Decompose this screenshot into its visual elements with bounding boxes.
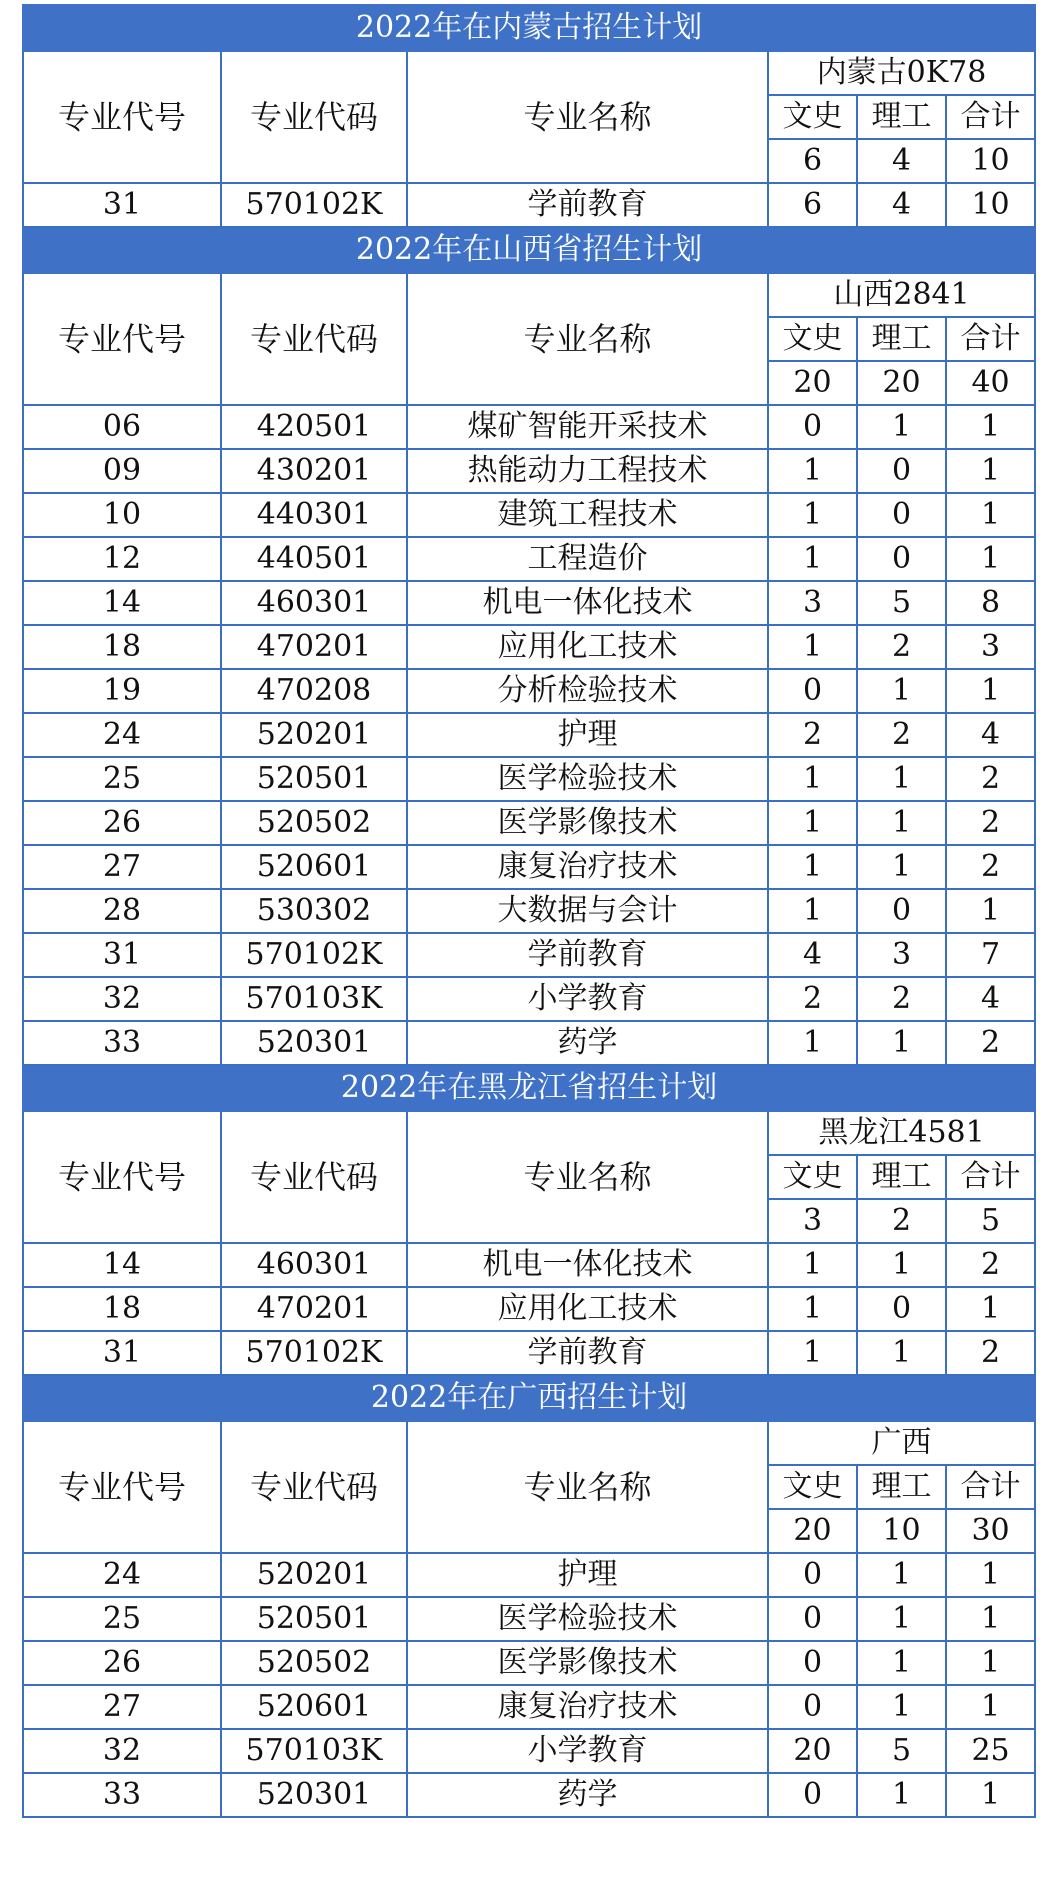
arts-count-cell: 1 [768,625,857,669]
section-title-row [23,5,1035,51]
header-dept-no: 专业代号 [23,1421,221,1553]
header-arts: 文史 [768,317,857,361]
major-code-cell: 570102K [221,933,407,977]
science-count-cell: 2 [857,625,946,669]
dept-no-cell: 09 [23,449,221,493]
science-count-cell: 1 [857,1685,946,1729]
major-code-cell: 470201 [221,1287,407,1331]
total-count-cell: 25 [946,1729,1035,1773]
major-code-cell: 520601 [221,845,407,889]
header-arts: 文史 [768,95,857,139]
dept-no-cell: 24 [23,1553,221,1597]
total-count-cell: 1 [946,1287,1035,1331]
dept-no-cell: 06 [23,405,221,449]
arts-count-cell: 1 [768,757,857,801]
total-total: 30 [946,1509,1035,1553]
dept-no-cell: 31 [23,1331,221,1375]
major-code-cell: 430201 [221,449,407,493]
dept-no-cell: 25 [23,757,221,801]
major-name-cell: 机电一体化技术 [407,581,768,625]
header-science: 理工 [857,317,946,361]
arts-count-cell: 4 [768,933,857,977]
dept-no-cell: 12 [23,537,221,581]
arts-count-cell: 0 [768,669,857,713]
enrollment-plan-sheet [22,4,1034,1818]
total-count-cell: 1 [946,889,1035,933]
major-name-cell: 医学影像技术 [407,1641,768,1685]
table-row [23,713,1035,757]
major-code-cell: 420501 [221,405,407,449]
arts-count-cell: 1 [768,889,857,933]
total-count-cell: 1 [946,1773,1035,1817]
major-code-cell: 520501 [221,757,407,801]
major-name-cell: 应用化工技术 [407,625,768,669]
science-count-cell: 2 [857,713,946,757]
header-dept-no: 专业代号 [23,1111,221,1243]
major-code-cell: 520301 [221,1773,407,1817]
dept-no-cell: 27 [23,845,221,889]
header-row [23,51,1035,95]
header-arts: 文史 [768,1465,857,1509]
header-row [23,1111,1035,1155]
major-code-cell: 440501 [221,537,407,581]
major-name-cell: 医学检验技术 [407,1597,768,1641]
total-science: 4 [857,139,946,183]
table-row [23,1597,1035,1641]
table-row [23,933,1035,977]
table-row [23,405,1035,449]
major-code-cell: 460301 [221,581,407,625]
table-row [23,1243,1035,1287]
total-arts: 3 [768,1199,857,1243]
table-row [23,625,1035,669]
science-count-cell: 0 [857,449,946,493]
total-count-cell: 1 [946,1597,1035,1641]
major-name-cell: 应用化工技术 [407,1287,768,1331]
table-row [23,845,1035,889]
header-major-name: 专业名称 [407,1111,768,1243]
header-major-name: 专业名称 [407,1421,768,1553]
science-count-cell: 1 [857,405,946,449]
major-code-cell: 470208 [221,669,407,713]
dept-no-cell: 32 [23,1729,221,1773]
science-count-cell: 1 [857,801,946,845]
major-name-cell: 工程造价 [407,537,768,581]
table-row [23,183,1035,227]
major-name-cell: 煤矿智能开采技术 [407,405,768,449]
major-code-cell: 520201 [221,1553,407,1597]
major-code-cell: 570103K [221,977,407,1021]
major-name-cell: 机电一体化技术 [407,1243,768,1287]
section-title: 2022年在黑龙江省招生计划 [23,1065,1035,1111]
major-name-cell: 医学影像技术 [407,801,768,845]
arts-count-cell: 2 [768,977,857,1021]
major-name-cell: 康复治疗技术 [407,845,768,889]
enrollment-plan-table [22,4,1036,1818]
total-count-cell: 1 [946,1553,1035,1597]
science-count-cell: 0 [857,1287,946,1331]
dept-no-cell: 18 [23,625,221,669]
header-science: 理工 [857,95,946,139]
header-science: 理工 [857,1155,946,1199]
dept-no-cell: 33 [23,1021,221,1065]
arts-count-cell: 1 [768,1243,857,1287]
major-code-cell: 520201 [221,713,407,757]
arts-count-cell: 1 [768,801,857,845]
arts-count-cell: 6 [768,183,857,227]
science-count-cell: 1 [857,845,946,889]
science-count-cell: 4 [857,183,946,227]
table-row [23,581,1035,625]
arts-count-cell: 1 [768,1331,857,1375]
major-code-cell: 520601 [221,1685,407,1729]
table-row [23,1287,1035,1331]
dept-no-cell: 18 [23,1287,221,1331]
arts-count-cell: 1 [768,1021,857,1065]
total-science: 10 [857,1509,946,1553]
dept-no-cell: 24 [23,713,221,757]
table-row [23,537,1035,581]
science-count-cell: 1 [857,757,946,801]
major-code-cell: 570103K [221,1729,407,1773]
table-row [23,1773,1035,1817]
dept-no-cell: 27 [23,1685,221,1729]
major-name-cell: 小学教育 [407,977,768,1021]
major-code-cell: 520502 [221,1641,407,1685]
dept-no-cell: 10 [23,493,221,537]
header-major-code: 专业代码 [221,51,407,183]
dept-no-cell: 25 [23,1597,221,1641]
total-count-cell: 10 [946,183,1035,227]
dept-no-cell: 14 [23,581,221,625]
science-count-cell: 1 [857,1641,946,1685]
total-count-cell: 7 [946,933,1035,977]
science-count-cell: 1 [857,1331,946,1375]
region-code-header: 广西 [768,1421,1035,1465]
table-row [23,889,1035,933]
region-code-header: 黑龙江4581 [768,1111,1035,1155]
header-total: 合计 [946,1465,1035,1509]
table-row [23,1553,1035,1597]
major-code-cell: 520501 [221,1597,407,1641]
arts-count-cell: 0 [768,1773,857,1817]
arts-count-cell: 1 [768,537,857,581]
header-major-code: 专业代码 [221,1421,407,1553]
dept-no-cell: 19 [23,669,221,713]
total-count-cell: 4 [946,977,1035,1021]
science-count-cell: 1 [857,1773,946,1817]
dept-no-cell: 26 [23,1641,221,1685]
header-total: 合计 [946,95,1035,139]
header-total: 合计 [946,1155,1035,1199]
science-count-cell: 1 [857,669,946,713]
arts-count-cell: 0 [768,405,857,449]
major-name-cell: 分析检验技术 [407,669,768,713]
major-code-cell: 530302 [221,889,407,933]
arts-count-cell: 20 [768,1729,857,1773]
total-arts: 20 [768,1509,857,1553]
science-count-cell: 5 [857,1729,946,1773]
major-name-cell: 热能动力工程技术 [407,449,768,493]
total-science: 20 [857,361,946,405]
science-count-cell: 5 [857,581,946,625]
major-name-cell: 学前教育 [407,933,768,977]
major-name-cell: 药学 [407,1773,768,1817]
total-count-cell: 2 [946,801,1035,845]
total-count-cell: 2 [946,1331,1035,1375]
arts-count-cell: 1 [768,845,857,889]
total-total: 5 [946,1199,1035,1243]
major-name-cell: 大数据与会计 [407,889,768,933]
dept-no-cell: 33 [23,1773,221,1817]
total-arts: 20 [768,361,857,405]
table-row [23,1641,1035,1685]
arts-count-cell: 0 [768,1597,857,1641]
total-count-cell: 1 [946,405,1035,449]
major-code-cell: 440301 [221,493,407,537]
region-code-header: 内蒙古0K78 [768,51,1035,95]
major-name-cell: 护理 [407,713,768,757]
science-count-cell: 1 [857,1243,946,1287]
total-count-cell: 3 [946,625,1035,669]
arts-count-cell: 1 [768,493,857,537]
major-code-cell: 470201 [221,625,407,669]
table-row [23,1331,1035,1375]
major-code-cell: 570102K [221,1331,407,1375]
table-row [23,1685,1035,1729]
table-row [23,493,1035,537]
science-count-cell: 1 [857,1553,946,1597]
header-science: 理工 [857,1465,946,1509]
table-row [23,801,1035,845]
arts-count-cell: 3 [768,581,857,625]
header-total: 合计 [946,317,1035,361]
science-count-cell: 1 [857,1597,946,1641]
section-title-row [23,227,1035,273]
science-count-cell: 0 [857,493,946,537]
total-count-cell: 2 [946,845,1035,889]
arts-count-cell: 1 [768,449,857,493]
total-count-cell: 1 [946,449,1035,493]
header-major-name: 专业名称 [407,273,768,405]
dept-no-cell: 26 [23,801,221,845]
total-count-cell: 1 [946,669,1035,713]
dept-no-cell: 31 [23,933,221,977]
total-count-cell: 1 [946,1685,1035,1729]
region-code-header: 山西2841 [768,273,1035,317]
section-title-row [23,1065,1035,1111]
total-count-cell: 8 [946,581,1035,625]
science-count-cell: 3 [857,933,946,977]
dept-no-cell: 14 [23,1243,221,1287]
header-arts: 文史 [768,1155,857,1199]
science-count-cell: 1 [857,1021,946,1065]
section-title: 2022年在内蒙古招生计划 [23,5,1035,51]
arts-count-cell: 0 [768,1685,857,1729]
dept-no-cell: 31 [23,183,221,227]
section-title: 2022年在广西招生计划 [23,1375,1035,1421]
science-count-cell: 0 [857,889,946,933]
header-row [23,273,1035,317]
header-major-code: 专业代码 [221,273,407,405]
major-name-cell: 药学 [407,1021,768,1065]
arts-count-cell: 0 [768,1553,857,1597]
major-name-cell: 建筑工程技术 [407,493,768,537]
total-count-cell: 1 [946,537,1035,581]
table-row [23,669,1035,713]
table-row [23,1729,1035,1773]
major-code-cell: 460301 [221,1243,407,1287]
total-count-cell: 2 [946,757,1035,801]
arts-count-cell: 0 [768,1641,857,1685]
arts-count-cell: 1 [768,1287,857,1331]
major-name-cell: 学前教育 [407,183,768,227]
header-row [23,1421,1035,1465]
section-title-row [23,1375,1035,1421]
header-major-code: 专业代码 [221,1111,407,1243]
major-name-cell: 医学检验技术 [407,757,768,801]
dept-no-cell: 32 [23,977,221,1021]
table-row [23,977,1035,1021]
arts-count-cell: 2 [768,713,857,757]
science-count-cell: 0 [857,537,946,581]
total-total: 40 [946,361,1035,405]
table-row [23,449,1035,493]
major-name-cell: 小学教育 [407,1729,768,1773]
total-count-cell: 1 [946,493,1035,537]
section-title: 2022年在山西省招生计划 [23,227,1035,273]
total-count-cell: 1 [946,1641,1035,1685]
total-total: 10 [946,139,1035,183]
header-dept-no: 专业代号 [23,51,221,183]
header-dept-no: 专业代号 [23,273,221,405]
major-name-cell: 学前教育 [407,1331,768,1375]
total-science: 2 [857,1199,946,1243]
major-code-cell: 520502 [221,801,407,845]
major-code-cell: 520301 [221,1021,407,1065]
dept-no-cell: 28 [23,889,221,933]
total-arts: 6 [768,139,857,183]
total-count-cell: 2 [946,1243,1035,1287]
total-count-cell: 2 [946,1021,1035,1065]
major-code-cell: 570102K [221,183,407,227]
major-name-cell: 护理 [407,1553,768,1597]
enrollment-plan-body [23,5,1035,1817]
total-count-cell: 4 [946,713,1035,757]
major-name-cell: 康复治疗技术 [407,1685,768,1729]
table-row [23,1021,1035,1065]
table-row [23,757,1035,801]
header-major-name: 专业名称 [407,51,768,183]
science-count-cell: 2 [857,977,946,1021]
